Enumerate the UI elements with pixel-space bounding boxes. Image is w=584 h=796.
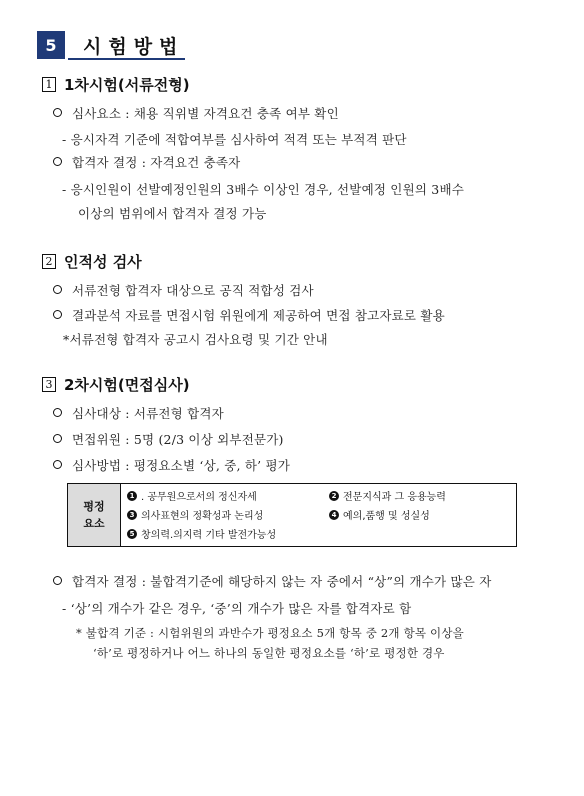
list-item: 면접위원 : 5명 (2/3 이상 외부전문가)	[72, 432, 284, 447]
note-text-continued: ‘하’로 평정하거나 어느 하나의 동일한 평정요소를 ‘하’로 평정한 경우	[93, 646, 445, 660]
bullet-circle-icon	[53, 285, 62, 294]
bullet-circle-icon	[53, 576, 62, 585]
criteria-item-5	[127, 526, 276, 541]
bullet-circle-icon	[53, 408, 62, 417]
criteria-item-1	[127, 488, 257, 503]
bullet-circle-icon	[53, 310, 62, 319]
criteria-text: . 공무원으로서의 정신자세	[141, 492, 257, 503]
section-heading-3	[42, 374, 190, 395]
note-text: *서류전형 합격자 공고시 검사요령 및 기간 안내	[63, 332, 328, 347]
section-heading-2	[42, 251, 142, 272]
list-item: 결과분석 자료를 면접시험 위원에게 제공하여 면접 참고자료로 활용	[72, 308, 445, 323]
list-item: 합격자 결정 : 자격요건 충족자	[72, 155, 241, 170]
section-header	[37, 30, 184, 60]
table-header-line: 평정	[83, 500, 105, 513]
section-number-box: 1	[42, 77, 56, 92]
list-subitem: - 응시자격 기준에 적합여부를 심사하여 적격 또는 부적격 판단	[62, 132, 407, 147]
section-title: 2차시험(면접심사)	[64, 376, 190, 394]
criteria-item-3	[127, 507, 263, 522]
list-item: 심사대상 : 서류전형 합격자	[72, 406, 224, 421]
title-underline	[68, 58, 185, 60]
section-heading-1	[42, 74, 190, 95]
section-number-box: 3	[42, 377, 56, 392]
list-subitem: - ‘상’의 개수가 같은 경우, ‘중’의 개수가 많은 자를 합격자로 함	[62, 601, 412, 616]
table-header-line: 요소	[83, 517, 105, 530]
criteria-text: 예의,품행 및 성실성	[343, 511, 430, 522]
page-title: 시험방법	[83, 35, 185, 58]
bullet-circle-icon	[53, 460, 62, 469]
list-item: 합격자 결정 : 불합격기준에 해당하지 않는 자 중에서 “상”의 개수가 많은 자	[72, 574, 492, 589]
number-circle-icon: 5	[127, 529, 137, 539]
list-subitem: - 응시인원이 선발예정인원의 3배수 이상인 경우, 선발예정 인원의 3배수	[62, 182, 464, 197]
list-item: 심사요소 : 채용 직위별 자격요건 충족 여부 확인	[72, 106, 339, 121]
list-item: 서류전형 합격자 대상으로 공직 적합성 검사	[72, 283, 314, 298]
section-title: 인적성 검사	[64, 253, 142, 271]
criteria-item-2	[329, 488, 446, 503]
number-circle-icon: 3	[127, 510, 137, 520]
number-circle-icon: 1	[127, 491, 137, 501]
list-subitem-continued: 이상의 범위에서 합격자 결정 가능	[78, 206, 267, 221]
table-body-cell	[121, 484, 516, 546]
criteria-text: 창의력.의지력 기타 발전가능성	[141, 530, 277, 541]
criteria-text: 전문지식과 그 응용능력	[343, 492, 446, 503]
evaluation-criteria-table	[67, 483, 517, 547]
list-item: 심사방법 : 평정요소별 ‘상, 중, 하’ 평가	[72, 458, 290, 473]
section-number-box: 2	[42, 254, 56, 269]
criteria-text: 의사표현의 정확성과 논리성	[141, 511, 264, 522]
table-header-cell	[68, 484, 121, 546]
bullet-circle-icon	[53, 157, 62, 166]
number-circle-icon: 2	[329, 491, 339, 501]
bullet-circle-icon	[53, 434, 62, 443]
criteria-item-4	[329, 507, 430, 522]
number-circle-icon: 4	[329, 510, 339, 520]
bullet-circle-icon	[53, 108, 62, 117]
section-number-badge: 5	[37, 31, 65, 59]
note-text: * 불합격 기준 : 시험위원의 과반수가 평정요소 5개 항목 중 2개 항목 이상을	[76, 626, 464, 640]
section-title: 1차시험(서류전형)	[64, 76, 190, 94]
